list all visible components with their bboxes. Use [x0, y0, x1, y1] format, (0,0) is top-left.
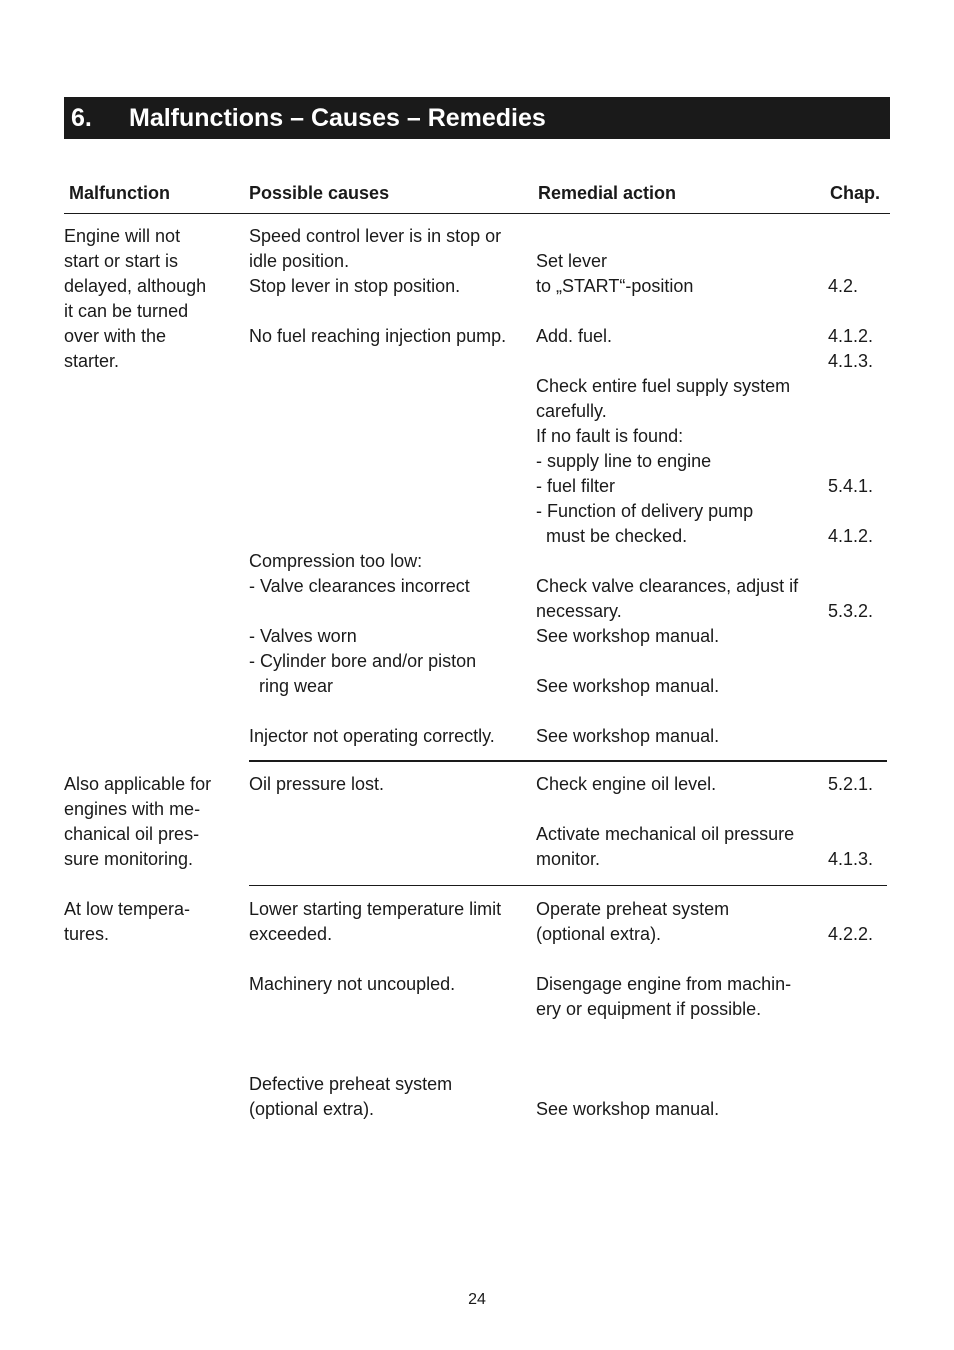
- row-divider: [249, 760, 887, 762]
- row1-causes: Speed control lever is in stop or idle position. Stop lever in stop position. No fuel reaching injection pump. Compression too low: - Valve clearances incorrect - Valves worn - Cylinder bore and/or piston ring wear Injector not operating correctly.: [249, 226, 507, 746]
- header-divider: [64, 213, 890, 214]
- row2-remedy: Check engine oil level. Activate mechanical oil pressure monitor.: [536, 774, 795, 869]
- header-remedy: Remedial action: [538, 183, 677, 203]
- header-chap: Chap.: [830, 183, 881, 203]
- section-title-bar: [64, 97, 890, 139]
- section-number: 6.: [71, 104, 92, 132]
- row3-causes: Lower starting temperature limit exceeded. Machinery not uncoupled. Defective preheat system (optional extra).: [249, 899, 502, 1119]
- header-malfunction: Malfunction: [69, 183, 170, 203]
- row1-malfunction: Engine will not start or start is delayed, although it can be turned over with the starter.: [64, 226, 207, 371]
- row-divider: [249, 885, 887, 886]
- header-causes: Possible causes: [249, 183, 390, 203]
- row3-malfunction: At low tempera- tures.: [64, 899, 191, 944]
- page-number: 24: [468, 1291, 486, 1308]
- row1-remedy: Set lever to „START“-position Add. fuel. Check entire fuel supply system carefully. If no fault is found: - supply line to engine - fuel filter - Function of delivery pump must be checked. Check valve clearances, adjust if necessary. See workshop manual. See workshop manual. See workshop manual.: [536, 251, 799, 746]
- row3-remedy: Operate preheat system (optional extra). Disengage engine from machin- ery or equipment if possible. See workshop manual.: [536, 899, 792, 1119]
- row2-chap: 5.2.1. 4.1.3.: [828, 774, 874, 869]
- row2-causes: Oil pressure lost.: [249, 774, 385, 794]
- row1-chap: 4.2. 4.1.2. 4.1.3. 5.4.1. 4.1.2. 5.3.2.: [828, 276, 874, 621]
- section-title: Malfunctions – Causes – Remedies: [129, 104, 546, 132]
- row3-chap: 4.2.2.: [828, 924, 874, 944]
- row2-malfunction: Also applicable for engines with me- chanical oil pres- sure monitoring.: [64, 774, 212, 869]
